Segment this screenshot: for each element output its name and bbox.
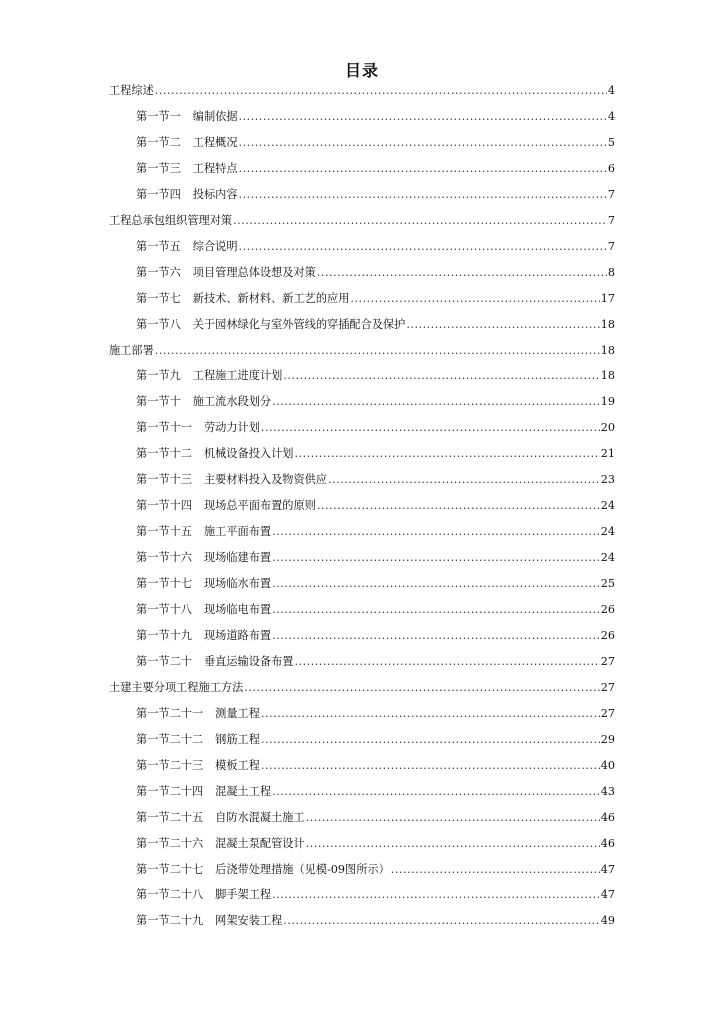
toc-entry-title: 施工部署	[109, 343, 154, 357]
dot-leader	[261, 421, 600, 435]
toc-entry-page: 18	[600, 317, 615, 331]
toc-entry-page: 5	[607, 135, 615, 149]
dot-leader	[155, 344, 600, 358]
toc-entry[interactable]	[109, 415, 615, 435]
toc-entry-title: 网架安装工程	[215, 914, 283, 928]
toc-entry-number: 第一节四	[136, 187, 181, 201]
toc-entry[interactable]	[109, 519, 615, 539]
toc-entry-page: 21	[600, 447, 615, 461]
toc-entry-page: 27	[600, 706, 615, 720]
toc-entry-page: 47	[600, 862, 615, 876]
toc-entry-title: 垂直运输设备布置	[203, 654, 294, 668]
dot-leader	[244, 681, 599, 695]
toc-entry[interactable]	[109, 727, 615, 747]
dot-leader	[272, 785, 600, 799]
toc-entry[interactable]	[109, 597, 615, 617]
toc-entry-title: 土建主要分项工程施工方法	[109, 680, 244, 694]
toc-entry[interactable]	[109, 908, 615, 928]
toc-entry-page: 46	[600, 836, 615, 850]
toc-entry-page: 4	[607, 84, 615, 97]
toc-entry-page: 25	[600, 577, 615, 591]
toc-entry-page: 4	[607, 109, 615, 123]
toc-entry-page: 7	[607, 187, 615, 201]
toc-entry-page: 7	[607, 213, 615, 227]
toc-entry-title: 钢筋工程	[215, 732, 260, 746]
toc-entry-page: 7	[607, 239, 615, 253]
dot-leader	[294, 655, 599, 669]
dot-leader	[272, 395, 600, 409]
toc-entry-page: 47	[600, 888, 615, 902]
toc-entry-title: 自防水混凝土施工	[215, 810, 305, 824]
toc-entry-title: 模板工程	[215, 758, 260, 772]
dot-leader	[272, 525, 600, 539]
toc-entry-title: 工程施工进度计划	[192, 369, 283, 383]
toc-entry-page: 43	[600, 784, 615, 798]
toc-entry-number: 第一节十八	[136, 603, 192, 616]
toc-entry[interactable]	[109, 78, 615, 98]
toc-entry-number: 第一节十五	[136, 525, 192, 539]
toc-entry[interactable]	[109, 882, 615, 902]
toc-entry-title: 脚手架工程	[215, 888, 272, 902]
dot-leader	[233, 214, 607, 228]
toc-entry[interactable]	[109, 779, 615, 799]
toc-entry-page: 6	[607, 161, 615, 175]
toc-entry-title: 主要材料投入及物资供应	[203, 473, 328, 487]
toc-entry-title: 现场总平面布置的原则	[203, 499, 316, 513]
dot-leader	[328, 473, 600, 487]
toc-entry[interactable]	[109, 260, 615, 280]
dot-leader	[261, 707, 600, 721]
toc-entry[interactable]	[109, 571, 615, 591]
toc-entry[interactable]	[109, 234, 615, 254]
dot-leader	[239, 240, 607, 254]
toc-entry[interactable]	[109, 623, 615, 643]
toc-entry-title: 现场临电布置	[203, 603, 272, 616]
dot-leader	[239, 162, 607, 176]
toc-entry-number: 第一节十三	[136, 473, 192, 487]
dot-leader	[350, 292, 599, 306]
toc-entry-page: 40	[600, 758, 615, 772]
toc-entry-page: 24	[600, 499, 615, 513]
toc-entry-number: 第一节二十七	[136, 862, 204, 876]
dot-leader	[272, 577, 600, 591]
toc-entry-number: 第一节十	[136, 395, 181, 409]
toc-entry-title: 投标内容	[192, 187, 238, 201]
toc-entry[interactable]	[109, 338, 615, 358]
toc-entry-number: 第一节九	[136, 369, 181, 383]
dot-leader	[272, 629, 600, 643]
toc-entry-page: 29	[600, 732, 615, 746]
toc-entry[interactable]	[109, 701, 615, 721]
toc-entry[interactable]	[109, 857, 615, 877]
toc-entry[interactable]	[109, 130, 615, 150]
toc-entry[interactable]	[109, 805, 615, 825]
toc-entry-number: 第一节十九	[136, 628, 192, 642]
toc-entry[interactable]	[109, 208, 615, 228]
toc-entry-number: 第一节十四	[136, 499, 192, 513]
toc-entry-title: 编制依据	[192, 109, 238, 123]
toc-entry-title: 现场临水布置	[203, 577, 272, 591]
toc-entry-page: 27	[600, 654, 615, 668]
toc-entry[interactable]	[109, 312, 615, 332]
toc-entry[interactable]	[109, 441, 615, 461]
toc-entry-page: 23	[600, 473, 615, 487]
toc-entry-title: 施工平面布置	[203, 525, 272, 539]
toc-entry[interactable]	[109, 467, 615, 487]
toc-entry-title: 工程概况	[192, 135, 238, 149]
toc-entry[interactable]	[109, 831, 615, 851]
toc-entry[interactable]	[109, 156, 615, 176]
toc-entry-page: 26	[600, 603, 615, 616]
toc-entry-number: 第一节十六	[136, 551, 192, 565]
toc-entry-title: 现场临建布置	[203, 551, 272, 565]
toc-entry-page: 49	[600, 914, 615, 928]
toc-entry-number: 第一节六	[136, 265, 181, 279]
toc-entry-number: 第一节二十一	[136, 706, 204, 720]
dot-leader	[306, 837, 600, 851]
toc-entry-number: 第一节二	[136, 135, 181, 149]
toc-entry-title: 测量工程	[215, 706, 260, 720]
toc-entry-title: 混凝土泵配管设计	[215, 836, 305, 850]
toc-entry-title: 关于园林绿化与室外管线的穿插配合及保护	[192, 317, 406, 331]
toc-entry-title: 机械设备投入计划	[203, 447, 294, 461]
dot-leader	[283, 369, 599, 383]
dot-leader	[317, 266, 607, 280]
dot-leader	[406, 318, 599, 332]
toc-entry-number: 第一节二十三	[136, 758, 204, 772]
toc-entry[interactable]	[109, 182, 615, 202]
toc-entry-number: 第一节一	[136, 109, 181, 123]
toc-entry[interactable]	[109, 545, 615, 565]
toc-entry-number: 第一节三	[136, 161, 181, 175]
toc-entry-title: 综合说明	[192, 239, 238, 253]
dot-leader	[391, 863, 600, 877]
toc-entry-page: 46	[600, 810, 615, 824]
toc-entry-number: 第一节二十四	[136, 784, 204, 798]
toc-entry-title: 工程综述	[109, 84, 154, 97]
toc-entry-page: 18	[600, 343, 615, 357]
dot-leader	[239, 188, 607, 202]
toc-entry-page: 8	[607, 265, 615, 279]
dot-leader	[239, 110, 607, 124]
toc-entry[interactable]	[109, 389, 615, 409]
toc-entry-number: 第一节十七	[136, 577, 192, 591]
toc-entry-number: 第一节十二	[136, 447, 192, 461]
toc-entry-page: 27	[600, 680, 615, 694]
toc-entry-title: 后浇带处理措施（见模-09图所示）	[215, 862, 390, 876]
toc-entry-number: 第一节二十九	[136, 914, 204, 928]
toc-entry-number: 第一节二十二	[136, 732, 204, 746]
toc-entry[interactable]	[109, 649, 615, 669]
dot-leader	[261, 759, 600, 773]
toc-entry-title: 项目管理总体设想及对策	[192, 265, 316, 279]
toc-entry-number: 第一节八	[136, 317, 181, 331]
toc-entry-page: 24	[600, 551, 615, 565]
toc-entry-title: 劳动力计划	[203, 421, 260, 435]
toc-entry-page: 24	[600, 525, 615, 539]
toc-entry-title: 新技术、新材料、新工艺的应用	[192, 291, 350, 305]
toc-entry-title: 工程特点	[192, 161, 238, 175]
toc-entry-page: 20	[600, 421, 615, 435]
toc-entry-title: 施工流水段划分	[192, 395, 272, 409]
toc-entry-number: 第一节十一	[136, 421, 192, 435]
toc-entry[interactable]	[109, 286, 615, 306]
toc-entry-number: 第一节二十八	[136, 888, 204, 902]
dot-leader	[272, 551, 600, 565]
dot-leader	[317, 499, 600, 513]
dot-leader	[272, 888, 600, 902]
toc-entry-number: 第一节二十	[136, 654, 192, 668]
dot-leader	[294, 447, 599, 461]
dot-leader	[283, 914, 599, 928]
dot-leader	[239, 136, 607, 150]
toc-entry-number: 第一节七	[136, 291, 181, 305]
toc-entry[interactable]	[109, 675, 615, 695]
toc-entry[interactable]	[109, 753, 615, 773]
toc-entry-page: 17	[600, 291, 615, 305]
toc-entry-number: 第一节二十六	[136, 836, 204, 850]
toc-entry-title: 现场道路布置	[203, 628, 272, 642]
toc-entry-number: 第一节五	[136, 239, 181, 253]
toc-entry-title: 工程总承包组织管理对策	[109, 213, 233, 227]
toc-entry-page: 19	[600, 395, 615, 409]
dot-leader	[272, 603, 600, 617]
dot-leader	[261, 733, 600, 747]
toc-entry[interactable]	[109, 363, 615, 383]
toc-entry[interactable]	[109, 104, 615, 124]
dot-leader	[306, 811, 600, 825]
toc-entry-page: 18	[600, 369, 615, 383]
dot-leader	[155, 84, 607, 98]
toc-entry-title: 混凝土工程	[215, 784, 272, 798]
toc-entry-page: 26	[600, 628, 615, 642]
toc-entry[interactable]	[109, 493, 615, 513]
toc-title: 目录	[344, 61, 379, 80]
toc-entry-number: 第一节二十五	[136, 810, 204, 824]
